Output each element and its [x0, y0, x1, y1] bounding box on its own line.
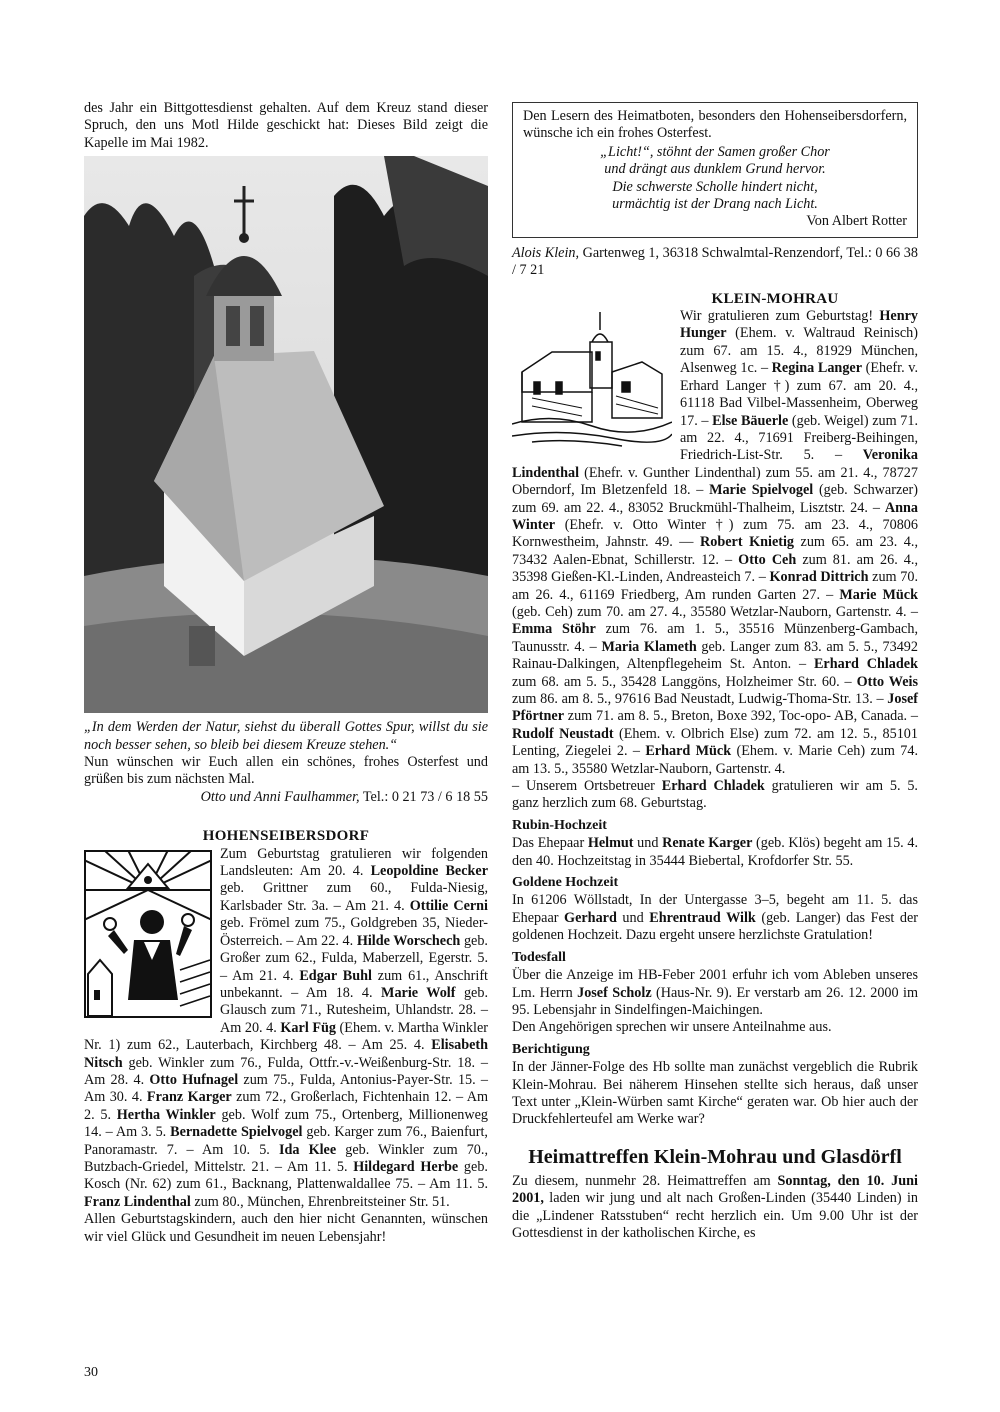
person-name: Ehrentraud Wilk	[649, 909, 756, 926]
signature-tel: Tel.: 0 21 73 / 6 18 55	[362, 788, 488, 805]
person-name: Gerhard	[564, 909, 617, 926]
person-name: Josef Scholz	[577, 984, 652, 1001]
person-name: Marie Spielvogel	[709, 482, 814, 499]
contact-line	[512, 245, 918, 280]
section-title-hohenseibersdorf: HOHENSEIBERSDORF	[202, 828, 370, 845]
text-run: geb. Frömel zum 75., Goldgreben 35, Nieder-Österreich. – Am 22. 4.	[220, 915, 488, 949]
person-name: Konrad Dittrich	[769, 569, 869, 586]
left-column	[84, 100, 488, 1246]
text-run: geb. Kosch (Nr. 62) zum 61., Backnang, Plattenwaldallee 75. – Am 11. 5.	[84, 1158, 488, 1193]
woodcut-crest-icon	[84, 850, 212, 1018]
text-run: geb. Wolf zum 75., Ortenberg, Millionenweg 14. – Am 3. 5.	[84, 1106, 488, 1141]
text-run: geb. Winkler zum 70., Butzbach-Griedel, Mittelstr. 21. – Am 11. 5.	[84, 1141, 488, 1175]
signature-name: Otto und Anni Faulhammer,	[200, 788, 360, 805]
person-name: Maria Klameth	[601, 638, 697, 655]
text-run: laden wir jung und alt nach Großen-Linden (35440 Linden) in die „Lindener Ratsstuben“ recht herzlich ein. Um 9.00 Uhr ist der Gottesdienst in der katholischen Kirche, es	[512, 1190, 918, 1241]
person-name: Hildegard Herbe	[353, 1158, 459, 1175]
church-sketch	[512, 312, 672, 455]
person-name: Josef Pförtner	[512, 691, 918, 725]
woodcut-crest	[84, 850, 212, 1023]
person-name: Marie Wolf	[381, 984, 456, 1001]
text-run: (Ehefr. v. Erhard Langer †) zum 67. am 20. 4., 61118 Bad Vilbel-Massenheim, Oberweg 17. –	[680, 360, 918, 429]
person-name: Otto Weis	[856, 673, 918, 690]
text-run: – Unserem Ortsbetreuer	[512, 778, 662, 795]
poem	[523, 144, 907, 214]
poem-line: urmächtig ist der Drang nach Licht.	[612, 196, 818, 213]
person-name: Erhard Chladek	[661, 778, 765, 795]
person-name: Karl Füg	[280, 1019, 336, 1036]
person-name: Regina Langer	[771, 360, 863, 377]
right-column	[512, 100, 918, 1242]
todesfall-condolence: Den Angehörigen sprechen wir unsere Anteilnahme aus.	[512, 1019, 832, 1036]
text-run: zum 61., Anschrift unbekannt. – Am 18. 4.	[220, 967, 488, 1001]
person-name: Erhard Mück	[645, 743, 732, 760]
church-sketch-icon	[512, 312, 672, 450]
text-run: zum 76. am 1. 5., 35516 Münzenberg-Gambach, Taunusstr. 4. –	[512, 621, 918, 655]
chapel-photo	[84, 156, 488, 713]
contact-address: Gartenweg 1, 36318 Schwalmtal-Renzendorf, Tel.: 0 66 38 / 7 21	[512, 244, 918, 279]
person-name: Otto Ceh	[738, 551, 797, 568]
text-run: (geb. Klös) begeht am 15. 4. den 40. Hochzeitstag in 35444 Biebertal, Krofdorfer Str. 55.	[512, 835, 918, 869]
text-run: zum 72., Großerlach, Fichtenhain 12. – Am 2. 5.	[84, 1089, 489, 1123]
person-name: Rudolf Neustadt	[512, 725, 614, 742]
text-run: Zu diesem, nunmehr 28. Heimattreffen am	[512, 1172, 778, 1189]
berichtigung-title: Berichtigung	[512, 1041, 590, 1057]
text-run: (Ehem. v. Martha Winkler Nr. 1) zum 62., Lauterbach, Kirchberg 48. – Am 25. 4.	[84, 1019, 488, 1054]
person-name: Marie Mück	[839, 586, 918, 603]
text-run: (geb. Langer) das Fest der goldenen Hochzeit. Dazu ergeht unsere herzlichste Gratulation!	[512, 909, 918, 944]
intro-text: des Jahr ein Bittgottesdienst gehalten. Auf dem Kreuz stand dieser Spruch, den uns Motl Hilde geschickt hat: Dieses Bild zeigt die Kapelle im Mai 1982.	[84, 100, 488, 151]
poem-author: Von Albert Rotter	[806, 213, 907, 230]
person-name: Veronika Lindenthal	[512, 447, 918, 481]
person-name: Hertha Winkler	[116, 1106, 216, 1123]
poem-line: Die schwerste Scholle hindert nicht,	[612, 178, 818, 195]
text-run: geb. Grittner zum 60., Fulda-Niesig, Karlsbader Str. 3a. – Am 21. 4.	[220, 880, 488, 914]
text-run: (geb. Ceh) zum 70. am 27. 4., 35580 Wetzlar-Nauborn, Gartenstr. 4. –	[512, 603, 918, 620]
text-run: zum 81. am 26. 4., 35398 Gießen-Kl.-Linden, Andreasteich 7. –	[512, 551, 918, 586]
text-run: In 61206 Wöllstadt, In der Untergasse 3–5, begeht am 11. 5. das Ehepaar	[512, 892, 918, 926]
person-name: Bernadette Spielvogel	[170, 1124, 303, 1141]
person-name: Erhard Chladek	[813, 656, 918, 673]
person-name: Renate Karger	[662, 835, 753, 852]
person-name: Sonntag, den 10. Juni 2001,	[512, 1172, 918, 1207]
text-run: (Ehefr. v. Otto Winter †) zum 75. am 23. 4., 70806 Kornwestheim, Jahnstr. 49. —	[512, 516, 918, 551]
rubin-hochzeit-title: Rubin-Hochzeit	[512, 817, 607, 833]
person-name: Elisabeth Nitsch	[84, 1037, 488, 1071]
box-intro: Den Lesern des Heimatboten, besonders den Hohenseibersdorfern, wünsche ich ein frohes Osterfest.	[523, 108, 907, 142]
poem-line: und drängt aus dunklem Grund hervor.	[604, 161, 826, 178]
signature-line	[84, 789, 488, 806]
person-name: Hilde Worschech	[356, 932, 461, 949]
ortsbetreuer-greeting	[512, 778, 918, 813]
text-run: (Ehem. v. Waltraud Reinisch) zum 67. am 15. 4., 81929 München, Alsenweg 1c. –	[680, 325, 918, 377]
text-run: geb. Großer zum 62., Fulda, Maberzell, Egerstr. 5. – Am 21. 4.	[220, 932, 488, 984]
rubin-hochzeit-text	[512, 835, 918, 870]
goldene-hochzeit-text	[512, 892, 918, 944]
person-name: Helmut	[587, 835, 634, 852]
text-run: Über die Anzeige im HB-Feber 2001 erfuhr ich vom Ableben unseres Lm. Herrn	[512, 967, 918, 1001]
text-run: (Ehem. v. Olbrich Else) zum 72. am 12. 5., 85101 Lenting, Ziegelei 2. –	[512, 725, 918, 760]
closing-wish: Allen Geburtstagskindern, auch den hier nicht Genannten, wünschen wir viel Glück und Gesundheit im neuen Lebensjahr!	[84, 1211, 488, 1245]
text-run: (geb. Schwarzer) zum 69. am 22. 4., 83052 Bruckmühl-Thalheim, Lisztstr. 24. –	[512, 482, 918, 516]
section-title-klein-mohrau: KLEIN-MOHRAU	[711, 290, 839, 307]
easter-greeting-box	[512, 102, 918, 238]
easter-wish: Nun wünschen wir Euch allen ein schönes, frohes Osterfest und grüßen bis zum nächsten Mal.	[84, 754, 488, 788]
text-run: geb. Karger zum 76., Baienfurt, Panoramastr. 7. – Am 10. 5.	[84, 1124, 488, 1158]
text-run: zum 71. am 8. 5., Breton, Boxe 392, Toc-opo- AB, Canada. –	[564, 708, 918, 725]
text-run: zum 65. am 23. 4., 73432 Aalen-Ebnat, Schillerstr. 12. –	[512, 534, 918, 568]
text-run: geb. Glausch zum 71., Rutesheim, Uhlandstr. 28. – Am 20. 4.	[220, 984, 488, 1036]
person-name: Ida Klee	[278, 1141, 337, 1158]
poem-line: „Licht!“, stöhnt der Samen großer Chor	[600, 143, 830, 160]
person-name: Else Bäuerle	[712, 412, 789, 429]
person-name: Robert Knietig	[700, 534, 795, 551]
text-run: geb. Langer zum 83. am 5. 5., 73492 Rainau-Dalkingen, Altenpflegeheim St. Anton. –	[512, 638, 918, 673]
person-name: Edgar Buhl	[299, 967, 372, 984]
person-name: Henry Hunger	[680, 308, 918, 342]
heimattreffen-text	[512, 1173, 918, 1243]
text-run: (Haus-Nr. 9). Er verstarb am 26. 12. 2000 im 95. Lebensjahr in Sindelfingen-Maichingen.	[512, 984, 918, 1018]
text-run: (Ehefr. v. Gunther Lindenthal) zum 55. am 21. 4., 78727 Oberndorf, Im Bletzenfeld 18. –	[512, 464, 918, 499]
berichtigung-text: In der Jänner-Folge des Hb sollte man zunächst vergeblich die Rubrik Klein-Mohrau. Bei näherem Hinsehen stellte sich heraus, daß unser Text unter „Klein-Würben samt Kirche“ geraten war. Ob hier auch der Druckfehlerteufel am Werke war?	[512, 1059, 918, 1128]
cross-quote: „In dem Werden der Natur, siehst du überall Gottes Spur, willst du sie noch besser sehen, so bleib bei diesem Kreuze stehen.“	[84, 719, 488, 753]
person-name: Otto Hufnagel	[149, 1071, 239, 1088]
todesfall-text	[512, 967, 918, 1019]
text-run: geb. Winkler zum 76., Fulda, Ottfr.-v.-Weißenburg-Str. 18. – Am 28. 4.	[84, 1054, 488, 1088]
heimattreffen-title: Heimattreffen Klein-Mohrau und Glasdörfl	[528, 1145, 902, 1168]
text-run: und	[616, 909, 650, 926]
person-name: Franz Lindenthal	[84, 1193, 191, 1210]
text-run: gratulieren wir am 5. 5. ganz herzlich zum 68. Geburtstag.	[512, 778, 918, 812]
person-name: Emma Stöhr	[512, 621, 596, 638]
text-run: (geb. Weigel) zum 71. am 22. 4., 71691 Freiberg-Beihingen, Friedrich-List-Str. 5. –	[680, 412, 918, 464]
text-run: zum 86. am 8. 5., 97616 Bad Neustadt, Ludwig-Thoma-Str. 13. –	[512, 691, 888, 707]
person-name: Leopoldine Becker	[370, 863, 489, 880]
text-run: zum 70. am 26. 4., 61169 Friedberg, Am runden Garten 27. –	[512, 569, 918, 603]
text-run: zum 68. am 5. 5., 35428 Langgöns, Holzheimer Str. 60. –	[512, 673, 857, 690]
goldene-hochzeit-title: Goldene Hochzeit	[512, 875, 619, 891]
person-name: Ottilie Cerni	[409, 897, 488, 914]
text-run: (Ehem. v. Marie Ceh) zum 74. am 13. 5., 35580 Wetzlar-Nauborn, Gartenstr. 4.	[512, 743, 918, 777]
text-run: zum 75., Fulda, Antonius-Payer-Str. 15. – Am 30. 4.	[84, 1071, 489, 1106]
chapel-photo-icon	[84, 156, 488, 713]
todesfall-title: Todesfall	[512, 949, 566, 965]
contact-name: Alois Klein,	[512, 244, 580, 261]
text-run: Wir gratulieren zum Geburtstag!	[680, 308, 880, 325]
text-run: zum 80., München, Ehrenbreitsteiner Str. 51.	[190, 1193, 450, 1210]
person-name: Anna Winter	[512, 499, 918, 533]
text-run: Zum Geburtstag gratulieren wir folgenden Landsleuten: Am 20. 4.	[220, 845, 488, 880]
page-number: 30	[84, 1365, 98, 1380]
person-name: Franz Karger	[146, 1089, 232, 1106]
text-run: Das Ehepaar	[512, 835, 588, 852]
text-run: und	[633, 835, 663, 852]
